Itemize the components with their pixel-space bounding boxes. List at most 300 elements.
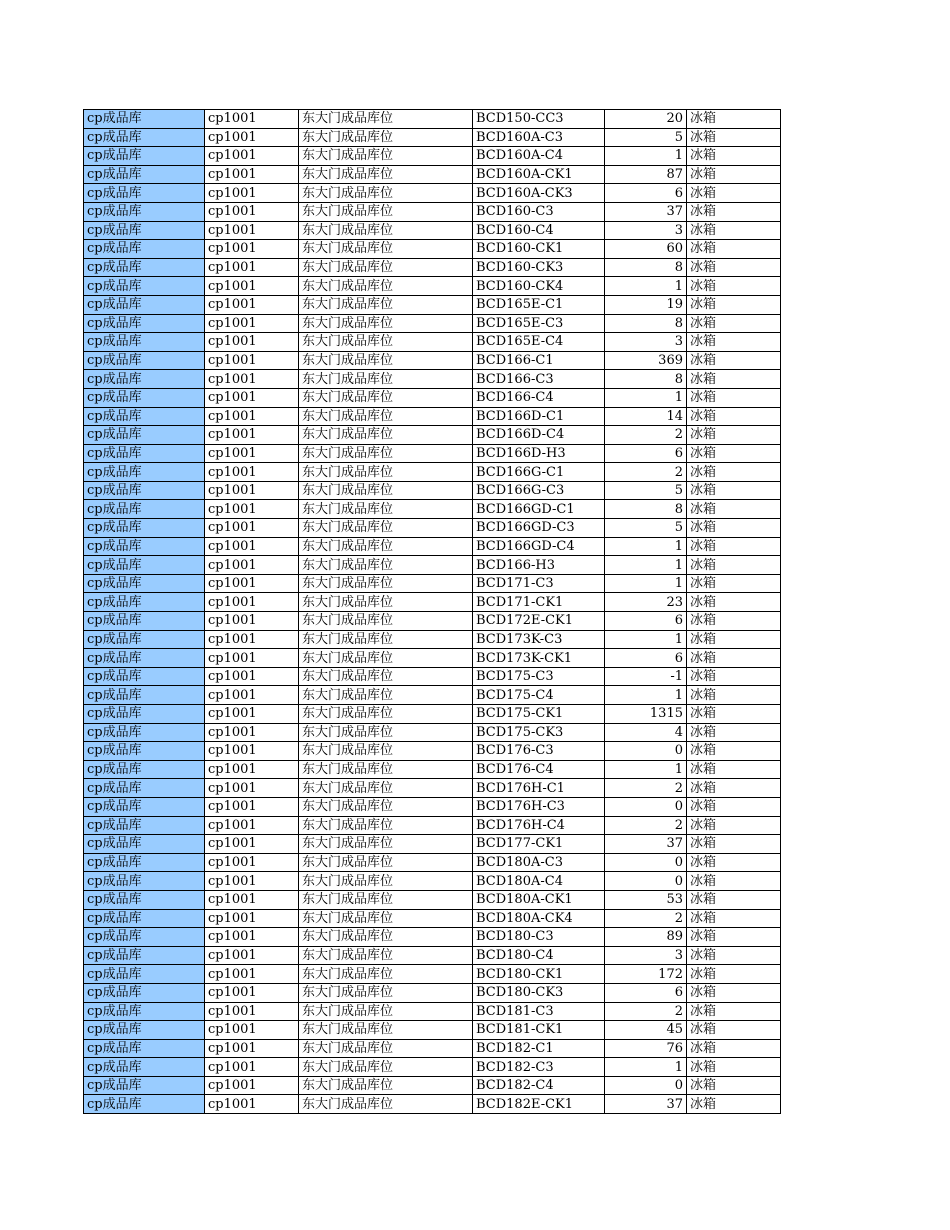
code-cell[interactable]: cp1001 [205,1058,299,1077]
warehouse-cell[interactable]: cp成品库 [84,630,205,649]
quantity-cell[interactable]: 8 [605,370,687,389]
location-cell[interactable]: 东大门成品库位 [299,649,473,668]
code-cell[interactable]: cp1001 [205,128,299,147]
warehouse-cell[interactable]: cp成品库 [84,184,205,203]
quantity-cell[interactable]: -1 [605,667,687,686]
model-cell[interactable]: BCD166GD-C4 [473,537,605,556]
location-cell[interactable]: 东大门成品库位 [299,147,473,166]
category-cell[interactable]: 冰箱 [687,426,781,445]
model-cell[interactable]: BCD177-CK1 [473,835,605,854]
quantity-cell[interactable]: 6 [605,184,687,203]
warehouse-cell[interactable]: cp成品库 [84,1002,205,1021]
warehouse-cell[interactable]: cp成品库 [84,202,205,221]
warehouse-cell[interactable]: cp成品库 [84,853,205,872]
code-cell[interactable]: cp1001 [205,1021,299,1040]
model-cell[interactable]: BCD160A-C3 [473,128,605,147]
warehouse-cell[interactable]: cp成品库 [84,537,205,556]
warehouse-cell[interactable]: cp成品库 [84,314,205,333]
quantity-cell[interactable]: 1 [605,760,687,779]
quantity-cell[interactable]: 60 [605,240,687,259]
quantity-cell[interactable]: 6 [605,983,687,1002]
model-cell[interactable]: BCD182-C1 [473,1039,605,1058]
location-cell[interactable]: 东大门成品库位 [299,705,473,724]
model-cell[interactable]: BCD166-C3 [473,370,605,389]
warehouse-cell[interactable]: cp成品库 [84,333,205,352]
code-cell[interactable]: cp1001 [205,221,299,240]
location-cell[interactable]: 东大门成品库位 [299,928,473,947]
location-cell[interactable]: 东大门成品库位 [299,221,473,240]
code-cell[interactable]: cp1001 [205,202,299,221]
model-cell[interactable]: BCD160-C3 [473,202,605,221]
code-cell[interactable]: cp1001 [205,593,299,612]
location-cell[interactable]: 东大门成品库位 [299,184,473,203]
model-cell[interactable]: BCD160A-CK3 [473,184,605,203]
quantity-cell[interactable]: 3 [605,333,687,352]
warehouse-cell[interactable]: cp成品库 [84,816,205,835]
code-cell[interactable]: cp1001 [205,779,299,798]
warehouse-cell[interactable]: cp成品库 [84,1058,205,1077]
category-cell[interactable]: 冰箱 [687,221,781,240]
warehouse-cell[interactable]: cp成品库 [84,258,205,277]
quantity-cell[interactable]: 1 [605,574,687,593]
quantity-cell[interactable]: 37 [605,835,687,854]
code-cell[interactable]: cp1001 [205,277,299,296]
category-cell[interactable]: 冰箱 [687,965,781,984]
warehouse-cell[interactable]: cp成品库 [84,667,205,686]
category-cell[interactable]: 冰箱 [687,928,781,947]
quantity-cell[interactable]: 8 [605,314,687,333]
warehouse-cell[interactable]: cp成品库 [84,165,205,184]
quantity-cell[interactable]: 5 [605,481,687,500]
quantity-cell[interactable]: 8 [605,258,687,277]
code-cell[interactable]: cp1001 [205,333,299,352]
code-cell[interactable]: cp1001 [205,574,299,593]
warehouse-cell[interactable]: cp成品库 [84,407,205,426]
code-cell[interactable]: cp1001 [205,649,299,668]
location-cell[interactable]: 东大门成品库位 [299,277,473,296]
code-cell[interactable]: cp1001 [205,965,299,984]
location-cell[interactable]: 东大门成品库位 [299,983,473,1002]
warehouse-cell[interactable]: cp成品库 [84,872,205,891]
code-cell[interactable]: cp1001 [205,314,299,333]
location-cell[interactable]: 东大门成品库位 [299,333,473,352]
location-cell[interactable]: 东大门成品库位 [299,110,473,129]
quantity-cell[interactable]: 1 [605,556,687,575]
warehouse-cell[interactable]: cp成品库 [84,444,205,463]
category-cell[interactable]: 冰箱 [687,890,781,909]
quantity-cell[interactable]: 1 [605,537,687,556]
model-cell[interactable]: BCD180A-C4 [473,872,605,891]
quantity-cell[interactable]: 14 [605,407,687,426]
quantity-cell[interactable]: 1 [605,630,687,649]
category-cell[interactable]: 冰箱 [687,202,781,221]
model-cell[interactable]: BCD166GD-C1 [473,500,605,519]
quantity-cell[interactable]: 0 [605,853,687,872]
category-cell[interactable]: 冰箱 [687,742,781,761]
location-cell[interactable]: 东大门成品库位 [299,1002,473,1021]
model-cell[interactable]: BCD182-C4 [473,1076,605,1095]
category-cell[interactable]: 冰箱 [687,295,781,314]
location-cell[interactable]: 东大门成品库位 [299,797,473,816]
category-cell[interactable]: 冰箱 [687,835,781,854]
location-cell[interactable]: 东大门成品库位 [299,946,473,965]
code-cell[interactable]: cp1001 [205,630,299,649]
location-cell[interactable]: 东大门成品库位 [299,258,473,277]
category-cell[interactable]: 冰箱 [687,630,781,649]
code-cell[interactable]: cp1001 [205,165,299,184]
location-cell[interactable]: 东大门成品库位 [299,686,473,705]
location-cell[interactable]: 东大门成品库位 [299,816,473,835]
model-cell[interactable]: BCD180-C3 [473,928,605,947]
quantity-cell[interactable]: 19 [605,295,687,314]
model-cell[interactable]: BCD180-C4 [473,946,605,965]
model-cell[interactable]: BCD181-C3 [473,1002,605,1021]
model-cell[interactable]: BCD175-CK3 [473,723,605,742]
location-cell[interactable]: 东大门成品库位 [299,351,473,370]
code-cell[interactable]: cp1001 [205,1002,299,1021]
category-cell[interactable]: 冰箱 [687,872,781,891]
quantity-cell[interactable]: 5 [605,519,687,538]
warehouse-cell[interactable]: cp成品库 [84,983,205,1002]
category-cell[interactable]: 冰箱 [687,797,781,816]
model-cell[interactable]: BCD180-CK3 [473,983,605,1002]
model-cell[interactable]: BCD171-C3 [473,574,605,593]
model-cell[interactable]: BCD180A-CK1 [473,890,605,909]
location-cell[interactable]: 东大门成品库位 [299,407,473,426]
model-cell[interactable]: BCD176-C4 [473,760,605,779]
code-cell[interactable]: cp1001 [205,760,299,779]
quantity-cell[interactable]: 5 [605,128,687,147]
code-cell[interactable]: cp1001 [205,351,299,370]
quantity-cell[interactable]: 53 [605,890,687,909]
code-cell[interactable]: cp1001 [205,872,299,891]
location-cell[interactable]: 东大门成品库位 [299,667,473,686]
location-cell[interactable]: 东大门成品库位 [299,1095,473,1114]
category-cell[interactable]: 冰箱 [687,983,781,1002]
category-cell[interactable]: 冰箱 [687,110,781,129]
location-cell[interactable]: 东大门成品库位 [299,426,473,445]
warehouse-cell[interactable]: cp成品库 [84,909,205,928]
quantity-cell[interactable]: 8 [605,500,687,519]
code-cell[interactable]: cp1001 [205,537,299,556]
model-cell[interactable]: BCD160-CK3 [473,258,605,277]
quantity-cell[interactable]: 3 [605,946,687,965]
quantity-cell[interactable]: 1315 [605,705,687,724]
model-cell[interactable]: BCD172E-CK1 [473,612,605,631]
location-cell[interactable]: 东大门成品库位 [299,853,473,872]
code-cell[interactable]: cp1001 [205,612,299,631]
warehouse-cell[interactable]: cp成品库 [84,519,205,538]
category-cell[interactable]: 冰箱 [687,853,781,872]
code-cell[interactable]: cp1001 [205,500,299,519]
location-cell[interactable]: 东大门成品库位 [299,723,473,742]
category-cell[interactable]: 冰箱 [687,147,781,166]
model-cell[interactable]: BCD160-CK4 [473,277,605,296]
model-cell[interactable]: BCD150-CC3 [473,110,605,129]
code-cell[interactable]: cp1001 [205,742,299,761]
quantity-cell[interactable]: 2 [605,909,687,928]
code-cell[interactable]: cp1001 [205,1095,299,1114]
quantity-cell[interactable]: 6 [605,649,687,668]
model-cell[interactable]: BCD166D-C1 [473,407,605,426]
code-cell[interactable]: cp1001 [205,853,299,872]
location-cell[interactable]: 东大门成品库位 [299,1076,473,1095]
category-cell[interactable]: 冰箱 [687,277,781,296]
warehouse-cell[interactable]: cp成品库 [84,835,205,854]
location-cell[interactable]: 东大门成品库位 [299,370,473,389]
code-cell[interactable]: cp1001 [205,835,299,854]
location-cell[interactable]: 东大门成品库位 [299,760,473,779]
quantity-cell[interactable]: 0 [605,742,687,761]
location-cell[interactable]: 东大门成品库位 [299,481,473,500]
model-cell[interactable]: BCD182E-CK1 [473,1095,605,1114]
quantity-cell[interactable]: 89 [605,928,687,947]
category-cell[interactable]: 冰箱 [687,760,781,779]
code-cell[interactable]: cp1001 [205,928,299,947]
location-cell[interactable]: 东大门成品库位 [299,240,473,259]
quantity-cell[interactable]: 76 [605,1039,687,1058]
warehouse-cell[interactable]: cp成品库 [84,240,205,259]
category-cell[interactable]: 冰箱 [687,612,781,631]
category-cell[interactable]: 冰箱 [687,1039,781,1058]
category-cell[interactable]: 冰箱 [687,314,781,333]
location-cell[interactable]: 东大门成品库位 [299,444,473,463]
quantity-cell[interactable]: 1 [605,388,687,407]
model-cell[interactable]: BCD171-CK1 [473,593,605,612]
code-cell[interactable]: cp1001 [205,110,299,129]
model-cell[interactable]: BCD176H-C4 [473,816,605,835]
category-cell[interactable]: 冰箱 [687,165,781,184]
quantity-cell[interactable]: 2 [605,1002,687,1021]
model-cell[interactable]: BCD181-CK1 [473,1021,605,1040]
location-cell[interactable]: 东大门成品库位 [299,890,473,909]
quantity-cell[interactable]: 0 [605,797,687,816]
warehouse-cell[interactable]: cp成品库 [84,593,205,612]
category-cell[interactable]: 冰箱 [687,128,781,147]
model-cell[interactable]: BCD166D-H3 [473,444,605,463]
model-cell[interactable]: BCD175-C4 [473,686,605,705]
warehouse-cell[interactable]: cp成品库 [84,890,205,909]
code-cell[interactable]: cp1001 [205,407,299,426]
warehouse-cell[interactable]: cp成品库 [84,1076,205,1095]
location-cell[interactable]: 东大门成品库位 [299,835,473,854]
category-cell[interactable]: 冰箱 [687,649,781,668]
model-cell[interactable]: BCD165E-C4 [473,333,605,352]
model-cell[interactable]: BCD175-C3 [473,667,605,686]
location-cell[interactable]: 东大门成品库位 [299,537,473,556]
category-cell[interactable]: 冰箱 [687,463,781,482]
category-cell[interactable]: 冰箱 [687,258,781,277]
model-cell[interactable]: BCD182-C3 [473,1058,605,1077]
warehouse-cell[interactable]: cp成品库 [84,110,205,129]
warehouse-cell[interactable]: cp成品库 [84,612,205,631]
model-cell[interactable]: BCD160A-C4 [473,147,605,166]
code-cell[interactable]: cp1001 [205,519,299,538]
code-cell[interactable]: cp1001 [205,686,299,705]
quantity-cell[interactable]: 369 [605,351,687,370]
warehouse-cell[interactable]: cp成品库 [84,481,205,500]
warehouse-cell[interactable]: cp成品库 [84,128,205,147]
quantity-cell[interactable]: 37 [605,202,687,221]
quantity-cell[interactable]: 0 [605,1076,687,1095]
quantity-cell[interactable]: 2 [605,816,687,835]
model-cell[interactable]: BCD166-C1 [473,351,605,370]
warehouse-cell[interactable]: cp成品库 [84,556,205,575]
code-cell[interactable]: cp1001 [205,705,299,724]
quantity-cell[interactable]: 2 [605,779,687,798]
model-cell[interactable]: BCD180-CK1 [473,965,605,984]
warehouse-cell[interactable]: cp成品库 [84,1095,205,1114]
location-cell[interactable]: 东大门成品库位 [299,295,473,314]
warehouse-cell[interactable]: cp成品库 [84,928,205,947]
location-cell[interactable]: 东大门成品库位 [299,519,473,538]
warehouse-cell[interactable]: cp成品库 [84,742,205,761]
warehouse-cell[interactable]: cp成品库 [84,686,205,705]
category-cell[interactable]: 冰箱 [687,351,781,370]
model-cell[interactable]: BCD165E-C1 [473,295,605,314]
warehouse-cell[interactable]: cp成品库 [84,500,205,519]
model-cell[interactable]: BCD176-C3 [473,742,605,761]
category-cell[interactable]: 冰箱 [687,333,781,352]
category-cell[interactable]: 冰箱 [687,370,781,389]
category-cell[interactable]: 冰箱 [687,779,781,798]
category-cell[interactable]: 冰箱 [687,667,781,686]
location-cell[interactable]: 东大门成品库位 [299,1058,473,1077]
code-cell[interactable]: cp1001 [205,444,299,463]
code-cell[interactable]: cp1001 [205,816,299,835]
category-cell[interactable]: 冰箱 [687,686,781,705]
warehouse-cell[interactable]: cp成品库 [84,649,205,668]
category-cell[interactable]: 冰箱 [687,723,781,742]
location-cell[interactable]: 东大门成品库位 [299,742,473,761]
code-cell[interactable]: cp1001 [205,295,299,314]
code-cell[interactable]: cp1001 [205,1039,299,1058]
model-cell[interactable]: BCD160A-CK1 [473,165,605,184]
location-cell[interactable]: 东大门成品库位 [299,909,473,928]
quantity-cell[interactable]: 0 [605,872,687,891]
location-cell[interactable]: 东大门成品库位 [299,556,473,575]
quantity-cell[interactable]: 87 [605,165,687,184]
quantity-cell[interactable]: 1 [605,147,687,166]
quantity-cell[interactable]: 1 [605,277,687,296]
quantity-cell[interactable]: 20 [605,110,687,129]
model-cell[interactable]: BCD180A-CK4 [473,909,605,928]
category-cell[interactable]: 冰箱 [687,556,781,575]
code-cell[interactable]: cp1001 [205,1076,299,1095]
warehouse-cell[interactable]: cp成品库 [84,426,205,445]
code-cell[interactable]: cp1001 [205,890,299,909]
location-cell[interactable]: 东大门成品库位 [299,500,473,519]
model-cell[interactable]: BCD160-CK1 [473,240,605,259]
code-cell[interactable]: cp1001 [205,667,299,686]
code-cell[interactable]: cp1001 [205,240,299,259]
model-cell[interactable]: BCD166D-C4 [473,426,605,445]
code-cell[interactable]: cp1001 [205,258,299,277]
category-cell[interactable]: 冰箱 [687,1021,781,1040]
quantity-cell[interactable]: 4 [605,723,687,742]
quantity-cell[interactable]: 2 [605,463,687,482]
code-cell[interactable]: cp1001 [205,556,299,575]
category-cell[interactable]: 冰箱 [687,184,781,203]
warehouse-cell[interactable]: cp成品库 [84,760,205,779]
category-cell[interactable]: 冰箱 [687,909,781,928]
warehouse-cell[interactable]: cp成品库 [84,388,205,407]
category-cell[interactable]: 冰箱 [687,519,781,538]
model-cell[interactable]: BCD166G-C1 [473,463,605,482]
category-cell[interactable]: 冰箱 [687,407,781,426]
code-cell[interactable]: cp1001 [205,147,299,166]
location-cell[interactable]: 东大门成品库位 [299,165,473,184]
quantity-cell[interactable]: 1 [605,1058,687,1077]
code-cell[interactable]: cp1001 [205,797,299,816]
code-cell[interactable]: cp1001 [205,370,299,389]
warehouse-cell[interactable]: cp成品库 [84,370,205,389]
category-cell[interactable]: 冰箱 [687,946,781,965]
model-cell[interactable]: BCD175-CK1 [473,705,605,724]
code-cell[interactable]: cp1001 [205,946,299,965]
model-cell[interactable]: BCD166-H3 [473,556,605,575]
location-cell[interactable]: 东大门成品库位 [299,388,473,407]
model-cell[interactable]: BCD166GD-C3 [473,519,605,538]
category-cell[interactable]: 冰箱 [687,537,781,556]
category-cell[interactable]: 冰箱 [687,574,781,593]
quantity-cell[interactable]: 6 [605,444,687,463]
location-cell[interactable]: 东大门成品库位 [299,779,473,798]
location-cell[interactable]: 东大门成品库位 [299,1021,473,1040]
model-cell[interactable]: BCD173K-C3 [473,630,605,649]
location-cell[interactable]: 东大门成品库位 [299,872,473,891]
code-cell[interactable]: cp1001 [205,909,299,928]
warehouse-cell[interactable]: cp成品库 [84,1039,205,1058]
category-cell[interactable]: 冰箱 [687,1002,781,1021]
location-cell[interactable]: 东大门成品库位 [299,574,473,593]
location-cell[interactable]: 东大门成品库位 [299,612,473,631]
warehouse-cell[interactable]: cp成品库 [84,277,205,296]
model-cell[interactable]: BCD173K-CK1 [473,649,605,668]
warehouse-cell[interactable]: cp成品库 [84,797,205,816]
model-cell[interactable]: BCD180A-C3 [473,853,605,872]
warehouse-cell[interactable]: cp成品库 [84,221,205,240]
code-cell[interactable]: cp1001 [205,983,299,1002]
category-cell[interactable]: 冰箱 [687,388,781,407]
category-cell[interactable]: 冰箱 [687,481,781,500]
model-cell[interactable]: BCD176H-C3 [473,797,605,816]
warehouse-cell[interactable]: cp成品库 [84,965,205,984]
warehouse-cell[interactable]: cp成品库 [84,463,205,482]
warehouse-cell[interactable]: cp成品库 [84,705,205,724]
model-cell[interactable]: BCD160-C4 [473,221,605,240]
quantity-cell[interactable]: 2 [605,426,687,445]
category-cell[interactable]: 冰箱 [687,1076,781,1095]
quantity-cell[interactable]: 37 [605,1095,687,1114]
location-cell[interactable]: 东大门成品库位 [299,630,473,649]
code-cell[interactable]: cp1001 [205,481,299,500]
quantity-cell[interactable]: 172 [605,965,687,984]
warehouse-cell[interactable]: cp成品库 [84,946,205,965]
location-cell[interactable]: 东大门成品库位 [299,965,473,984]
quantity-cell[interactable]: 23 [605,593,687,612]
location-cell[interactable]: 东大门成品库位 [299,463,473,482]
warehouse-cell[interactable]: cp成品库 [84,723,205,742]
quantity-cell[interactable]: 6 [605,612,687,631]
category-cell[interactable]: 冰箱 [687,816,781,835]
category-cell[interactable]: 冰箱 [687,705,781,724]
category-cell[interactable]: 冰箱 [687,240,781,259]
category-cell[interactable]: 冰箱 [687,500,781,519]
category-cell[interactable]: 冰箱 [687,1058,781,1077]
warehouse-cell[interactable]: cp成品库 [84,295,205,314]
location-cell[interactable]: 东大门成品库位 [299,128,473,147]
